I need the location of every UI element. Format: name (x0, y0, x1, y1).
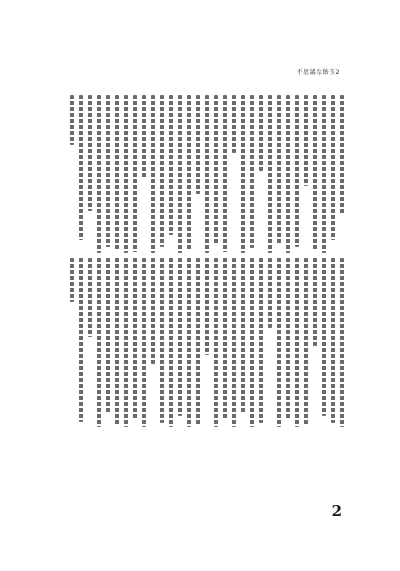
text-column (106, 258, 110, 413)
text-column (79, 258, 83, 422)
text-column (115, 258, 119, 425)
text-column (196, 95, 200, 194)
text-column (106, 95, 110, 247)
text-column (142, 95, 146, 178)
text-column (133, 95, 137, 252)
text-column (214, 95, 218, 244)
text-column (160, 258, 164, 423)
text-column (295, 258, 299, 427)
text-column (196, 258, 200, 425)
text-column (223, 258, 227, 420)
text-column (286, 258, 290, 420)
text-column (214, 258, 218, 427)
text-column (232, 258, 236, 427)
text-column (205, 95, 209, 253)
text-column (259, 258, 263, 423)
text-column (241, 258, 245, 413)
text-column (277, 95, 281, 244)
text-column (268, 258, 272, 328)
text-column (331, 95, 335, 240)
text-column (223, 95, 227, 252)
text-column (70, 95, 74, 145)
text-column (124, 258, 128, 427)
text-column (277, 258, 281, 427)
text-column (304, 258, 308, 425)
text-column (205, 258, 209, 355)
text-column (331, 258, 335, 423)
text-column (124, 95, 128, 253)
text-column (241, 95, 245, 253)
text-column (259, 95, 263, 171)
body-text-upper (62, 95, 344, 260)
lower-columns (62, 258, 344, 434)
text-column (178, 95, 182, 253)
text-column (88, 258, 92, 337)
text-column (70, 258, 74, 302)
text-column (97, 258, 101, 427)
text-column (340, 95, 344, 214)
text-column (313, 95, 317, 250)
text-column (304, 95, 308, 186)
text-column (133, 258, 137, 420)
text-column (151, 258, 155, 364)
text-column (295, 95, 299, 247)
text-column (88, 95, 92, 211)
text-column (250, 95, 254, 248)
running-header: 不思議な飴玉2 (296, 69, 340, 76)
text-column (340, 258, 344, 427)
text-column (232, 95, 236, 153)
text-column (322, 258, 326, 416)
text-column (322, 95, 326, 253)
text-column (160, 95, 164, 247)
upper-columns (62, 95, 344, 260)
body-text-lower (62, 258, 344, 434)
text-column (115, 95, 119, 250)
text-column (268, 95, 272, 253)
text-column (169, 258, 173, 427)
text-column (286, 95, 290, 253)
page-number: 2 (331, 502, 342, 520)
text-column (187, 258, 191, 427)
text-column (79, 95, 83, 240)
text-column (187, 95, 191, 250)
text-column (97, 95, 101, 253)
text-column (169, 95, 173, 235)
text-column (178, 258, 182, 416)
text-column (250, 258, 254, 427)
text-column (151, 95, 155, 253)
text-column (313, 258, 317, 346)
text-column (142, 258, 146, 427)
